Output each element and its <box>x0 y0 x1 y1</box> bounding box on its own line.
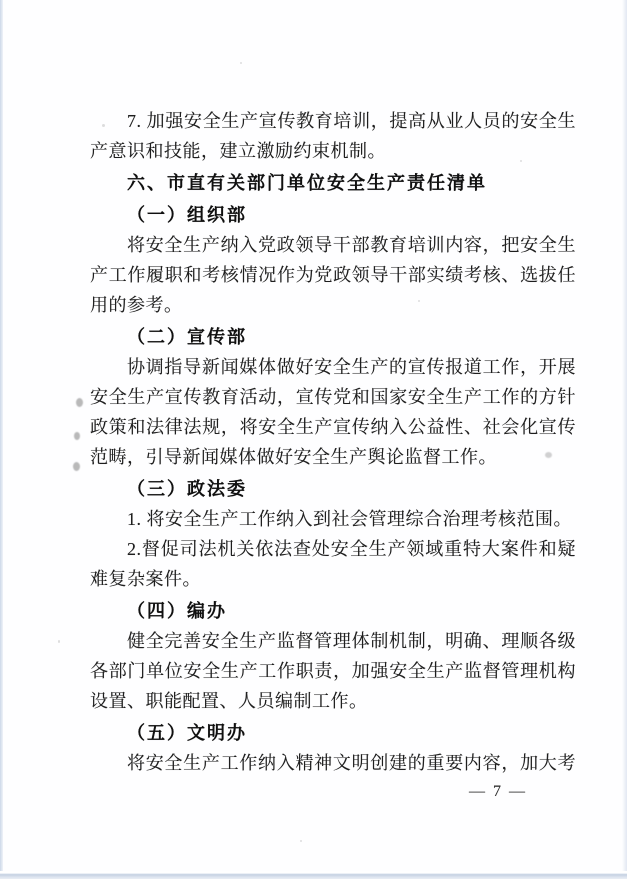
heading-line: （五）文明办 <box>127 723 247 743</box>
text-line: 范畴，引导新闻媒体做好安全生产舆论监督工作。 <box>90 447 497 467</box>
text-line: 产工作履职和考核情况作为党政领导干部实绩考核、选拔任 <box>90 265 576 285</box>
scan-speck <box>418 300 420 302</box>
scan-edge-left <box>0 0 3 879</box>
scan-speck <box>102 124 105 127</box>
text-line: 政策和法律法规，将安全生产宣传纳入公益性、社会化宣传 <box>90 417 576 437</box>
text-line: 用的参考。 <box>90 295 183 315</box>
page-number: — 7 — <box>469 783 527 800</box>
scan-speck <box>520 160 522 162</box>
ink-smudge <box>74 432 80 440</box>
text-line: 1. 将安全生产工作纳入到社会管理综合治理考核范围。 <box>127 509 572 529</box>
text-line: 设置、职能配置、人员编制工作。 <box>90 691 368 711</box>
ink-smudge <box>73 462 80 471</box>
heading-line: （四）编办 <box>127 601 227 621</box>
text-line: 将安全生产工作纳入精神文明创建的重要内容，加大考 <box>127 753 576 773</box>
text-line: 协调指导新闻媒体做好安全生产的宣传报道工作，开展 <box>127 357 576 377</box>
text-line: 各部门单位安全生产工作职责，加强安全生产监督管理机构 <box>90 661 576 681</box>
text-line: 健全完善安全生产监督管理体制机制，明确、理顺各级 <box>127 631 576 651</box>
scan-edge-bottom <box>0 871 627 879</box>
heading-line: （一）组织部 <box>127 205 247 225</box>
ink-smudge <box>76 398 83 407</box>
heading-line: （三）政法委 <box>127 479 247 499</box>
text-line: 难复杂案件。 <box>90 569 201 589</box>
text-line: 2.督促司法机关依法查处安全生产领域重特大案件和疑 <box>127 539 576 559</box>
text-line: 安全生产宣传教育活动，宣传党和国家安全生产工作的方针 <box>90 387 576 407</box>
text-line: 将安全生产纳入党政领导干部教育培训内容，把安全生 <box>127 235 576 255</box>
text-line: 7. 加强安全生产宣传教育培训，提高从业人员的安全生 <box>127 111 576 131</box>
scan-edge-right <box>622 0 627 879</box>
scan-speck <box>58 640 60 643</box>
heading-line: 六、市直有关部门单位安全生产责任清单 <box>127 173 487 193</box>
scan-speck <box>300 840 302 842</box>
heading-line: （二）宣传部 <box>127 327 247 347</box>
scan-speck <box>180 700 182 702</box>
document-text-block <box>90 106 576 778</box>
text-line: 产意识和技能，建立激励约束机制。 <box>90 141 386 161</box>
ink-smudge <box>545 452 552 458</box>
scan-speck <box>240 62 242 64</box>
